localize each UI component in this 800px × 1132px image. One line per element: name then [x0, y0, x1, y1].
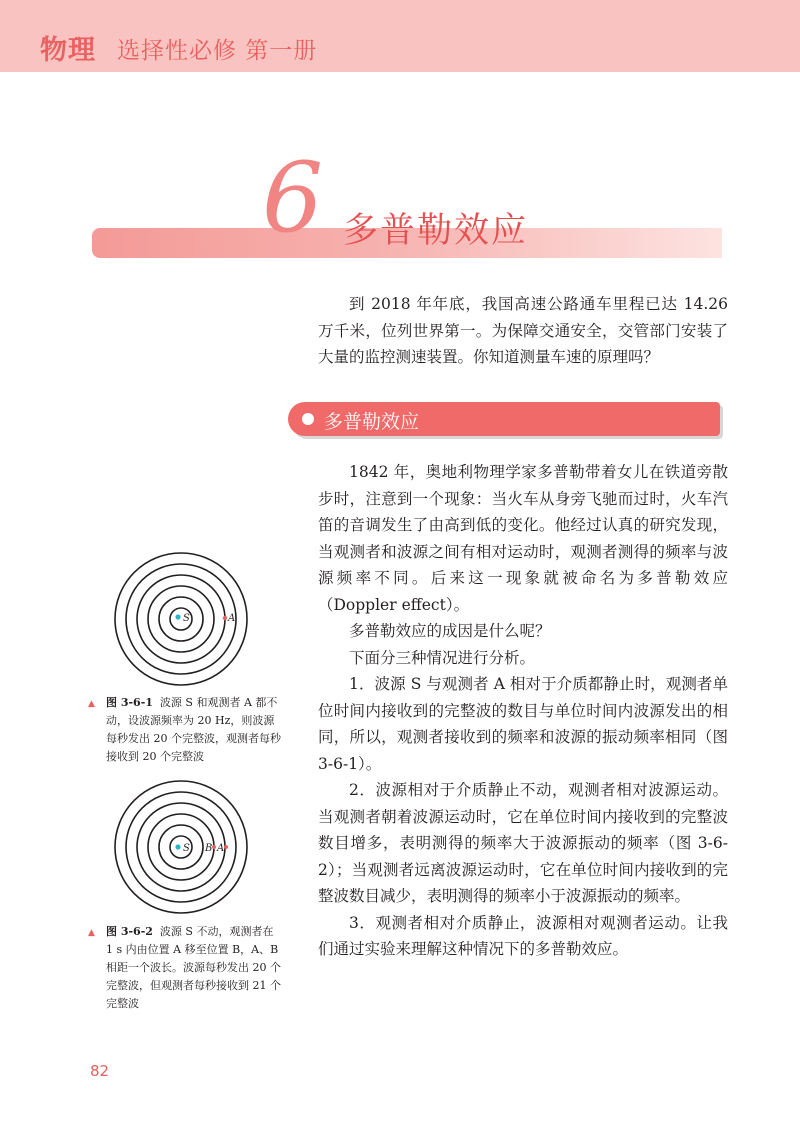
triangle-icon: ▲: [88, 699, 95, 709]
paragraph: 1842 年，奥地利物理学家多普勒带着女儿在铁道旁散步时，注意到一个现象：当火车从身旁飞驰而过时，火车汽笛的音调发生了由高到低的变化。他经过认真的研究发现，当观测者和波源之间有相对运动时，观测者测得的频率与波源频率不同。后来这一现象就被命名为多普勒效应（Doppler effect）。: [318, 463, 728, 614]
source-dot: [175, 844, 180, 849]
chapter-number: 6: [262, 142, 324, 254]
intro-text: [318, 291, 728, 371]
observer-b-label: B: [205, 843, 213, 854]
book-title: 选择性必修 第一册: [117, 38, 318, 64]
figure-3-6-1-caption: [90, 694, 282, 766]
caption-text: 波源 S 不动，观测者在 1 s 内由位置 A 移至位置 B，A、B 相距一个波长。波源每秒发出 20 个完整波，但观测者每秒接收到 21 个完整波: [106, 925, 281, 1010]
figure-number: 图 3-6-1: [106, 696, 153, 709]
body-text: [318, 459, 728, 963]
paragraph: 2．波源相对于介质静止不动，观测者相对波源运动。当观测者朝着波源运动时，它在单位时间内接收到的完整波数目增多，表明测得的频率大于波源振动的频率（图 3-6-2）；当观测者远离波源运动时，它在单位时间内接收到的完整波数目减少，表明测得的频率小于波源振动的频率。: [318, 781, 728, 905]
wavefront-circle: [159, 597, 203, 641]
wavefront-circle: [159, 825, 203, 869]
page-number: 82: [90, 1062, 110, 1080]
paragraph: 1．波源 S 与观测者 A 相对于介质都静止时，观测者单位时间内接收到的完整波的数目与单位时间内波源发出的相同，所以，观测者接收到的频率和波源的振动频率相同（图 3-6-1）。: [318, 675, 728, 773]
wavefront-circle: [148, 586, 214, 652]
chapter-title: 多普勒效应: [343, 211, 529, 251]
section-title: 多普勒效应: [324, 411, 420, 433]
paragraph: 3．观测者相对介质静止，波源相对观测者运动。让我们通过实验来理解这种情况下的多普勒效应。: [318, 913, 728, 958]
observer-dot: [223, 616, 227, 620]
source-dot: [175, 614, 180, 619]
figure-number: 图 3-6-2: [106, 925, 153, 938]
intro-paragraph: 到 2018 年年底，我国高速公路通车里程已达 14.26 万千米，位列世界第一。为保障交通安全，交管部门安装了大量的监控测速装置。你知道测量车速的原理吗？: [318, 295, 728, 366]
figure-3-6-2-diagram: [106, 772, 256, 922]
observer-a-label: A: [217, 843, 225, 854]
wavefront-circle: [126, 564, 236, 674]
observer-label: A: [228, 613, 236, 624]
source-label: S: [183, 613, 190, 624]
observer-a-dot: [224, 845, 228, 849]
figure-3-6-1-diagram: [106, 544, 256, 694]
paragraph: 下面分三种情况进行分析。: [349, 648, 536, 667]
figure-3-6-2-caption: [90, 923, 282, 1013]
caption-text: 波源 S 和观测者 A 都不动，设波源频率为 20 Hz，则波源每秒发出 20 个完整波，观测者每秒接收到 20 个完整波: [106, 696, 281, 763]
wavefront-circle: [137, 575, 225, 663]
section-header: [288, 402, 720, 436]
observer-b-dot: [212, 845, 216, 849]
subject-title: 物理: [40, 35, 96, 66]
source-label: S: [183, 843, 190, 854]
paragraph: 多普勒效应的成因是什么呢？: [349, 622, 551, 640]
triangle-icon: ▲: [88, 928, 95, 938]
bullet-icon: [302, 413, 314, 425]
